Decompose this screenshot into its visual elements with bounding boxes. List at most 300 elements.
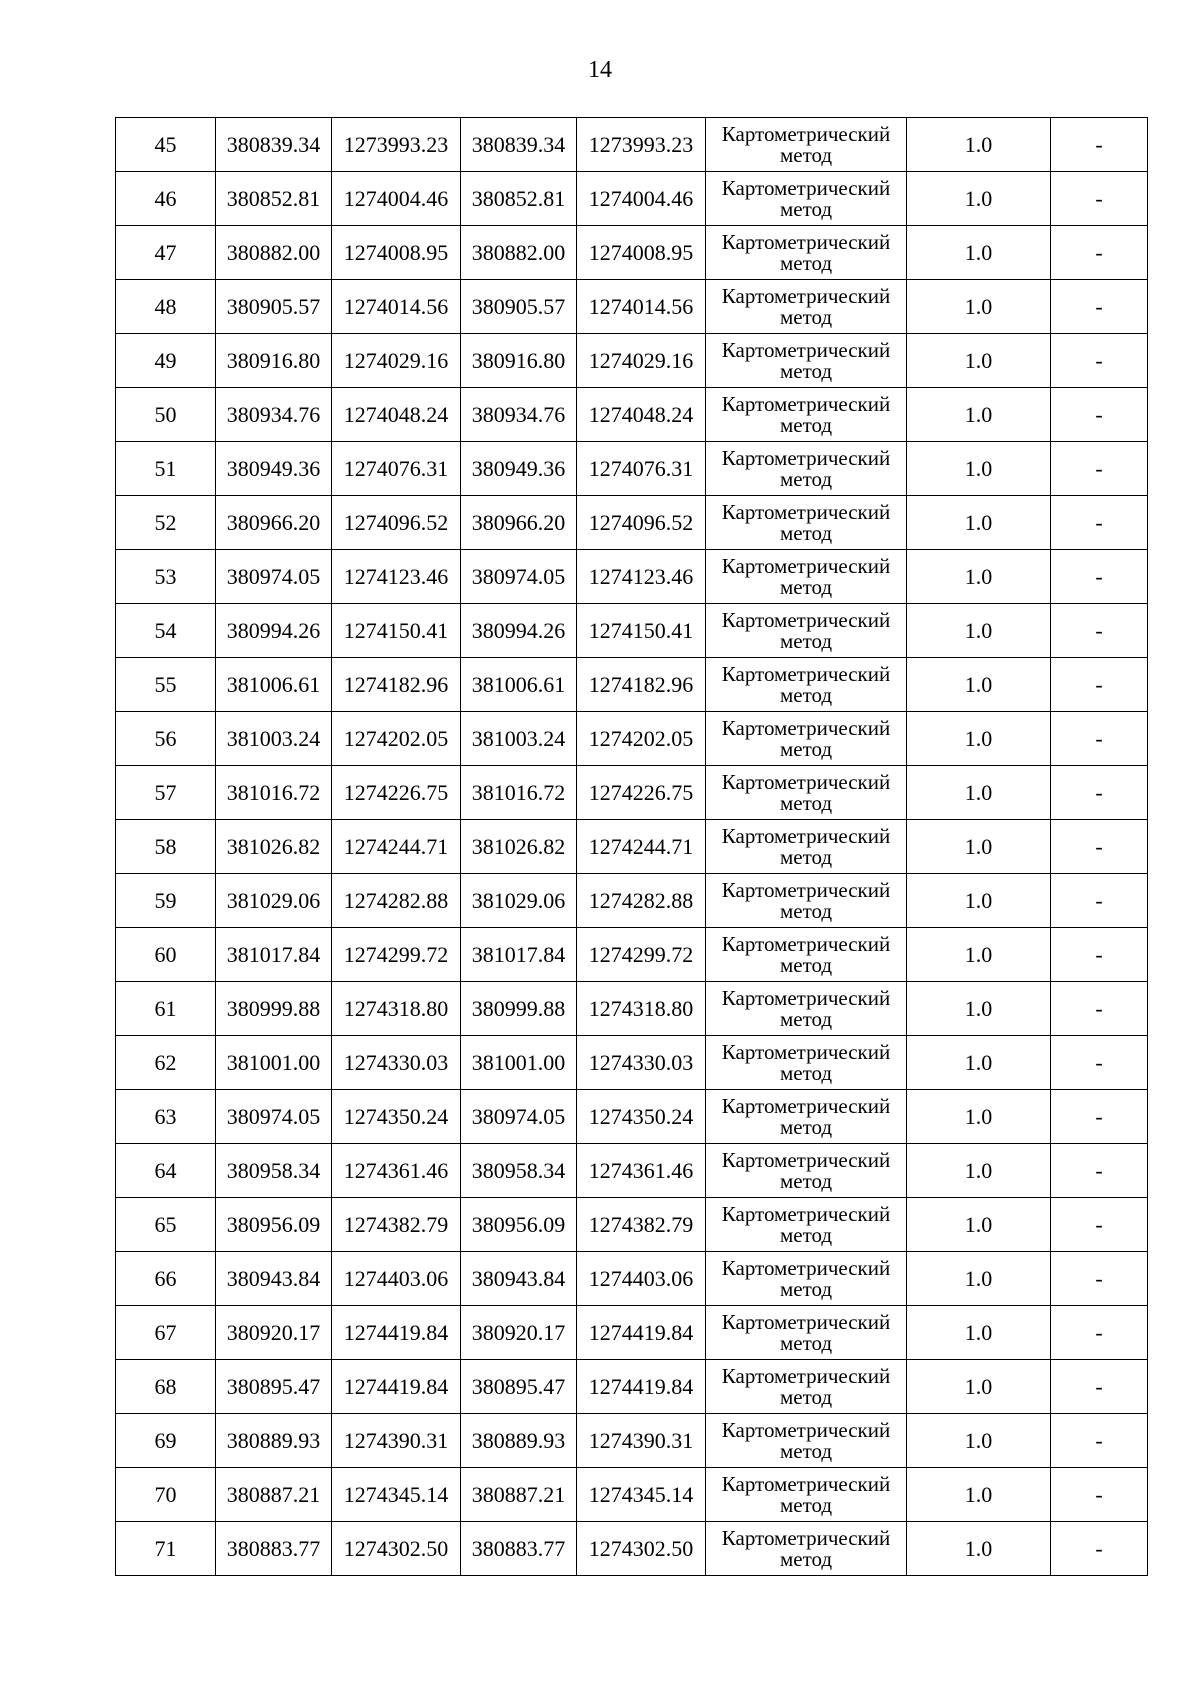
- table-row: [116, 1306, 1148, 1360]
- point-number-cell: 68: [116, 1360, 216, 1414]
- method-line-2: метод: [779, 1006, 833, 1031]
- x-new-cell: 380966.20: [461, 496, 577, 550]
- description-cell: -: [1051, 928, 1148, 982]
- point-number-cell: 65: [116, 1198, 216, 1252]
- x-existing-cell: 381006.61: [216, 658, 332, 712]
- method-cell: [706, 226, 907, 280]
- description-cell: -: [1051, 1522, 1148, 1576]
- description-cell: -: [1051, 1306, 1148, 1360]
- method-cell: [706, 1252, 907, 1306]
- method-line-2: метод: [779, 1114, 833, 1139]
- method-line-1: Картометрический: [721, 337, 891, 362]
- x-existing-cell: 380943.84: [216, 1252, 332, 1306]
- y-new-cell: 1274004.46: [577, 172, 706, 226]
- y-new-cell: 1274299.72: [577, 928, 706, 982]
- point-number-cell: 62: [116, 1036, 216, 1090]
- table-row: [116, 496, 1148, 550]
- description-cell: -: [1051, 1144, 1148, 1198]
- y-new-cell: 1274244.71: [577, 820, 706, 874]
- accuracy-cell: 1.0: [907, 1252, 1051, 1306]
- x-new-cell: 380949.36: [461, 442, 577, 496]
- method-line-2: метод: [779, 1330, 833, 1355]
- table-row: [116, 928, 1148, 982]
- x-existing-cell: 381016.72: [216, 766, 332, 820]
- x-new-cell: 380943.84: [461, 1252, 577, 1306]
- y-existing-cell: 1274244.71: [332, 820, 461, 874]
- x-existing-cell: 380839.34: [216, 118, 332, 172]
- description-cell: -: [1051, 820, 1148, 874]
- table-row: [116, 1522, 1148, 1576]
- y-new-cell: 1274008.95: [577, 226, 706, 280]
- method-line-2: метод: [779, 682, 833, 707]
- method-line-2: метод: [779, 520, 833, 545]
- method-cell: [706, 496, 907, 550]
- point-number-cell: 49: [116, 334, 216, 388]
- description-cell: -: [1051, 226, 1148, 280]
- x-new-cell: 381006.61: [461, 658, 577, 712]
- y-new-cell: 1274226.75: [577, 766, 706, 820]
- point-number-cell: 63: [116, 1090, 216, 1144]
- y-existing-cell: 1274330.03: [332, 1036, 461, 1090]
- y-existing-cell: 1274382.79: [332, 1198, 461, 1252]
- y-new-cell: 1274096.52: [577, 496, 706, 550]
- page-number: 14: [588, 57, 612, 83]
- method-line-2: метод: [779, 250, 833, 275]
- accuracy-cell: 1.0: [907, 1198, 1051, 1252]
- x-existing-cell: 380934.76: [216, 388, 332, 442]
- point-number-cell: 53: [116, 550, 216, 604]
- method-cell: [706, 172, 907, 226]
- y-existing-cell: 1274361.46: [332, 1144, 461, 1198]
- y-new-cell: 1274150.41: [577, 604, 706, 658]
- method-line-1: Картометрический: [721, 121, 891, 146]
- x-new-cell: 380974.05: [461, 1090, 577, 1144]
- x-existing-cell: 380920.17: [216, 1306, 332, 1360]
- method-cell: [706, 1360, 907, 1414]
- x-new-cell: 381001.00: [461, 1036, 577, 1090]
- method-line-2: метод: [779, 1276, 833, 1301]
- x-existing-cell: 380974.05: [216, 550, 332, 604]
- method-line-1: Картометрический: [721, 553, 891, 578]
- method-cell: [706, 712, 907, 766]
- x-new-cell: 380883.77: [461, 1522, 577, 1576]
- table-row: [116, 388, 1148, 442]
- method-line-1: Картометрический: [721, 1093, 891, 1118]
- x-new-cell: 380839.34: [461, 118, 577, 172]
- coordinates-table-body: [116, 118, 1148, 1576]
- method-cell: [706, 604, 907, 658]
- y-new-cell: 1274361.46: [577, 1144, 706, 1198]
- method-cell: [706, 442, 907, 496]
- method-line-2: метод: [779, 736, 833, 761]
- method-line-1: Картометрический: [721, 1417, 891, 1442]
- method-cell: [706, 928, 907, 982]
- x-existing-cell: 380966.20: [216, 496, 332, 550]
- method-cell: [706, 1468, 907, 1522]
- description-cell: -: [1051, 1360, 1148, 1414]
- method-line-2: метод: [779, 790, 833, 815]
- method-line-2: метод: [779, 1546, 833, 1571]
- x-existing-cell: 380994.26: [216, 604, 332, 658]
- x-new-cell: 380895.47: [461, 1360, 577, 1414]
- method-line-2: метод: [779, 898, 833, 923]
- method-cell: [706, 874, 907, 928]
- method-line-2: метод: [779, 1168, 833, 1193]
- table-row: [116, 766, 1148, 820]
- x-existing-cell: 380999.88: [216, 982, 332, 1036]
- y-existing-cell: 1273993.23: [332, 118, 461, 172]
- method-line-1: Картометрический: [721, 823, 891, 848]
- point-number-cell: 66: [116, 1252, 216, 1306]
- method-line-1: Картометрический: [721, 661, 891, 686]
- y-new-cell: 1274318.80: [577, 982, 706, 1036]
- method-line-2: метод: [779, 1060, 833, 1085]
- coordinates-table: [115, 117, 1148, 1576]
- table-row: [116, 604, 1148, 658]
- x-existing-cell: 381026.82: [216, 820, 332, 874]
- y-new-cell: 1274419.84: [577, 1306, 706, 1360]
- x-existing-cell: 380974.05: [216, 1090, 332, 1144]
- accuracy-cell: 1.0: [907, 658, 1051, 712]
- x-new-cell: 381026.82: [461, 820, 577, 874]
- y-existing-cell: 1274096.52: [332, 496, 461, 550]
- y-new-cell: 1274345.14: [577, 1468, 706, 1522]
- table-row: [116, 1090, 1148, 1144]
- x-new-cell: 381017.84: [461, 928, 577, 982]
- method-line-1: Картометрический: [721, 1363, 891, 1388]
- method-line-1: Картометрический: [721, 1309, 891, 1334]
- x-existing-cell: 381001.00: [216, 1036, 332, 1090]
- point-number-cell: 55: [116, 658, 216, 712]
- table-row: [116, 1360, 1148, 1414]
- table-row: [116, 226, 1148, 280]
- description-cell: -: [1051, 1090, 1148, 1144]
- description-cell: -: [1051, 604, 1148, 658]
- y-new-cell: 1274202.05: [577, 712, 706, 766]
- x-new-cell: 381003.24: [461, 712, 577, 766]
- x-new-cell: 380916.80: [461, 334, 577, 388]
- method-line-2: метод: [779, 574, 833, 599]
- y-existing-cell: 1274004.46: [332, 172, 461, 226]
- accuracy-cell: 1.0: [907, 172, 1051, 226]
- method-cell: [706, 658, 907, 712]
- y-existing-cell: 1274008.95: [332, 226, 461, 280]
- point-number-cell: 61: [116, 982, 216, 1036]
- description-cell: -: [1051, 712, 1148, 766]
- description-cell: -: [1051, 496, 1148, 550]
- y-existing-cell: 1274014.56: [332, 280, 461, 334]
- x-new-cell: 381016.72: [461, 766, 577, 820]
- table-row: [116, 1468, 1148, 1522]
- point-number-cell: 52: [116, 496, 216, 550]
- method-line-2: метод: [779, 412, 833, 437]
- table-row: [116, 874, 1148, 928]
- method-line-1: Картометрический: [721, 985, 891, 1010]
- table-row: [116, 982, 1148, 1036]
- method-line-1: Картометрический: [721, 499, 891, 524]
- method-line-2: метод: [779, 1384, 833, 1409]
- y-existing-cell: 1274350.24: [332, 1090, 461, 1144]
- accuracy-cell: 1.0: [907, 118, 1051, 172]
- method-cell: [706, 334, 907, 388]
- point-number-cell: 48: [116, 280, 216, 334]
- point-number-cell: 67: [116, 1306, 216, 1360]
- y-existing-cell: 1274318.80: [332, 982, 461, 1036]
- method-line-1: Картометрический: [721, 931, 891, 956]
- method-line-1: Картометрический: [721, 1525, 891, 1550]
- point-number-cell: 57: [116, 766, 216, 820]
- method-cell: [706, 766, 907, 820]
- accuracy-cell: 1.0: [907, 496, 1051, 550]
- description-cell: -: [1051, 442, 1148, 496]
- method-cell: [706, 1036, 907, 1090]
- x-new-cell: 380956.09: [461, 1198, 577, 1252]
- method-cell: [706, 388, 907, 442]
- y-existing-cell: 1274282.88: [332, 874, 461, 928]
- y-existing-cell: 1274299.72: [332, 928, 461, 982]
- method-line-2: метод: [779, 844, 833, 869]
- x-existing-cell: 380916.80: [216, 334, 332, 388]
- accuracy-cell: 1.0: [907, 874, 1051, 928]
- y-existing-cell: 1274419.84: [332, 1306, 461, 1360]
- x-existing-cell: 380852.81: [216, 172, 332, 226]
- method-line-1: Картометрический: [721, 1471, 891, 1496]
- point-number-cell: 51: [116, 442, 216, 496]
- method-line-1: Картометрический: [721, 1201, 891, 1226]
- accuracy-cell: 1.0: [907, 712, 1051, 766]
- y-existing-cell: 1274182.96: [332, 658, 461, 712]
- x-existing-cell: 381017.84: [216, 928, 332, 982]
- method-cell: [706, 280, 907, 334]
- description-cell: -: [1051, 1468, 1148, 1522]
- x-existing-cell: 380887.21: [216, 1468, 332, 1522]
- accuracy-cell: 1.0: [907, 820, 1051, 874]
- accuracy-cell: 1.0: [907, 1306, 1051, 1360]
- x-new-cell: 380905.57: [461, 280, 577, 334]
- x-existing-cell: 380905.57: [216, 280, 332, 334]
- point-number-cell: 45: [116, 118, 216, 172]
- method-line-2: метод: [779, 628, 833, 653]
- table-row: [116, 1198, 1148, 1252]
- x-existing-cell: 380883.77: [216, 1522, 332, 1576]
- accuracy-cell: 1.0: [907, 1522, 1051, 1576]
- point-number-cell: 64: [116, 1144, 216, 1198]
- method-line-1: Картометрический: [721, 607, 891, 632]
- table-row: [116, 712, 1148, 766]
- method-line-2: метод: [779, 1438, 833, 1463]
- method-line-2: метод: [779, 1492, 833, 1517]
- description-cell: -: [1051, 550, 1148, 604]
- y-new-cell: 1274302.50: [577, 1522, 706, 1576]
- description-cell: -: [1051, 874, 1148, 928]
- method-cell: [706, 1090, 907, 1144]
- x-existing-cell: 381029.06: [216, 874, 332, 928]
- description-cell: -: [1051, 388, 1148, 442]
- method-line-2: метод: [779, 196, 833, 221]
- description-cell: -: [1051, 658, 1148, 712]
- y-existing-cell: 1274076.31: [332, 442, 461, 496]
- y-new-cell: 1274282.88: [577, 874, 706, 928]
- method-line-1: Картометрический: [721, 391, 891, 416]
- y-new-cell: 1274182.96: [577, 658, 706, 712]
- x-new-cell: 380887.21: [461, 1468, 577, 1522]
- description-cell: -: [1051, 1036, 1148, 1090]
- point-number-cell: 58: [116, 820, 216, 874]
- method-line-1: Картометрический: [721, 1147, 891, 1172]
- method-cell: [706, 118, 907, 172]
- method-cell: [706, 550, 907, 604]
- accuracy-cell: 1.0: [907, 1360, 1051, 1414]
- y-existing-cell: 1274345.14: [332, 1468, 461, 1522]
- method-cell: [706, 1144, 907, 1198]
- accuracy-cell: 1.0: [907, 334, 1051, 388]
- table-row: [116, 172, 1148, 226]
- point-number-cell: 54: [116, 604, 216, 658]
- accuracy-cell: 1.0: [907, 766, 1051, 820]
- method-cell: [706, 1198, 907, 1252]
- method-line-2: метод: [779, 1222, 833, 1247]
- x-existing-cell: 380949.36: [216, 442, 332, 496]
- method-line-1: Картометрический: [721, 715, 891, 740]
- point-number-cell: 50: [116, 388, 216, 442]
- method-line-2: метод: [779, 466, 833, 491]
- y-new-cell: 1274382.79: [577, 1198, 706, 1252]
- description-cell: -: [1051, 280, 1148, 334]
- y-new-cell: 1274330.03: [577, 1036, 706, 1090]
- table-row: [116, 658, 1148, 712]
- point-number-cell: 47: [116, 226, 216, 280]
- description-cell: -: [1051, 1252, 1148, 1306]
- description-cell: -: [1051, 1414, 1148, 1468]
- method-line-1: Картометрический: [721, 175, 891, 200]
- description-cell: -: [1051, 1198, 1148, 1252]
- y-existing-cell: 1274029.16: [332, 334, 461, 388]
- method-line-2: метод: [779, 952, 833, 977]
- point-number-cell: 46: [116, 172, 216, 226]
- y-existing-cell: 1274123.46: [332, 550, 461, 604]
- method-line-1: Картометрический: [721, 283, 891, 308]
- table-row: [116, 1144, 1148, 1198]
- accuracy-cell: 1.0: [907, 442, 1051, 496]
- description-cell: -: [1051, 118, 1148, 172]
- x-existing-cell: 381003.24: [216, 712, 332, 766]
- y-new-cell: 1274403.06: [577, 1252, 706, 1306]
- x-existing-cell: 380956.09: [216, 1198, 332, 1252]
- y-new-cell: 1273993.23: [577, 118, 706, 172]
- x-new-cell: 380994.26: [461, 604, 577, 658]
- method-cell: [706, 1306, 907, 1360]
- accuracy-cell: 1.0: [907, 226, 1051, 280]
- x-new-cell: 380920.17: [461, 1306, 577, 1360]
- method-line-1: Картометрический: [721, 1255, 891, 1280]
- accuracy-cell: 1.0: [907, 604, 1051, 658]
- point-number-cell: 70: [116, 1468, 216, 1522]
- x-existing-cell: 380882.00: [216, 226, 332, 280]
- y-new-cell: 1274419.84: [577, 1360, 706, 1414]
- x-existing-cell: 380889.93: [216, 1414, 332, 1468]
- accuracy-cell: 1.0: [907, 1090, 1051, 1144]
- table-row: [116, 1036, 1148, 1090]
- method-cell: [706, 1414, 907, 1468]
- method-cell: [706, 1522, 907, 1576]
- x-new-cell: 380958.34: [461, 1144, 577, 1198]
- table-row: [116, 280, 1148, 334]
- description-cell: -: [1051, 172, 1148, 226]
- y-existing-cell: 1274226.75: [332, 766, 461, 820]
- y-new-cell: 1274390.31: [577, 1414, 706, 1468]
- table-row: [116, 118, 1148, 172]
- accuracy-cell: 1.0: [907, 982, 1051, 1036]
- point-number-cell: 71: [116, 1522, 216, 1576]
- x-existing-cell: 380895.47: [216, 1360, 332, 1414]
- method-line-2: метод: [779, 304, 833, 329]
- description-cell: -: [1051, 982, 1148, 1036]
- x-new-cell: 380882.00: [461, 226, 577, 280]
- table-row: [116, 1252, 1148, 1306]
- y-new-cell: 1274014.56: [577, 280, 706, 334]
- accuracy-cell: 1.0: [907, 550, 1051, 604]
- accuracy-cell: 1.0: [907, 1414, 1051, 1468]
- y-existing-cell: 1274419.84: [332, 1360, 461, 1414]
- method-line-1: Картометрический: [721, 769, 891, 794]
- x-new-cell: 380889.93: [461, 1414, 577, 1468]
- description-cell: -: [1051, 334, 1148, 388]
- table-row: [116, 442, 1148, 496]
- method-line-1: Картометрический: [721, 445, 891, 470]
- point-number-cell: 60: [116, 928, 216, 982]
- point-number-cell: 56: [116, 712, 216, 766]
- method-line-1: Картометрический: [721, 877, 891, 902]
- x-new-cell: 380974.05: [461, 550, 577, 604]
- x-new-cell: 380852.81: [461, 172, 577, 226]
- x-new-cell: 380999.88: [461, 982, 577, 1036]
- method-line-1: Картометрический: [721, 1039, 891, 1064]
- y-existing-cell: 1274202.05: [332, 712, 461, 766]
- accuracy-cell: 1.0: [907, 1036, 1051, 1090]
- y-existing-cell: 1274403.06: [332, 1252, 461, 1306]
- y-existing-cell: 1274390.31: [332, 1414, 461, 1468]
- table-row: [116, 820, 1148, 874]
- accuracy-cell: 1.0: [907, 388, 1051, 442]
- accuracy-cell: 1.0: [907, 928, 1051, 982]
- method-cell: [706, 982, 907, 1036]
- y-new-cell: 1274076.31: [577, 442, 706, 496]
- y-existing-cell: 1274048.24: [332, 388, 461, 442]
- x-new-cell: 381029.06: [461, 874, 577, 928]
- method-line-2: метод: [779, 142, 833, 167]
- point-number-cell: 59: [116, 874, 216, 928]
- y-new-cell: 1274048.24: [577, 388, 706, 442]
- y-new-cell: 1274029.16: [577, 334, 706, 388]
- y-new-cell: 1274123.46: [577, 550, 706, 604]
- accuracy-cell: 1.0: [907, 1468, 1051, 1522]
- description-cell: -: [1051, 766, 1148, 820]
- method-cell: [706, 820, 907, 874]
- y-existing-cell: 1274150.41: [332, 604, 461, 658]
- method-line-1: Картометрический: [721, 229, 891, 254]
- table-row: [116, 1414, 1148, 1468]
- x-existing-cell: 380958.34: [216, 1144, 332, 1198]
- x-new-cell: 380934.76: [461, 388, 577, 442]
- accuracy-cell: 1.0: [907, 280, 1051, 334]
- table-row: [116, 550, 1148, 604]
- accuracy-cell: 1.0: [907, 1144, 1051, 1198]
- y-new-cell: 1274350.24: [577, 1090, 706, 1144]
- point-number-cell: 69: [116, 1414, 216, 1468]
- method-line-2: метод: [779, 358, 833, 383]
- table-row: [116, 334, 1148, 388]
- y-existing-cell: 1274302.50: [332, 1522, 461, 1576]
